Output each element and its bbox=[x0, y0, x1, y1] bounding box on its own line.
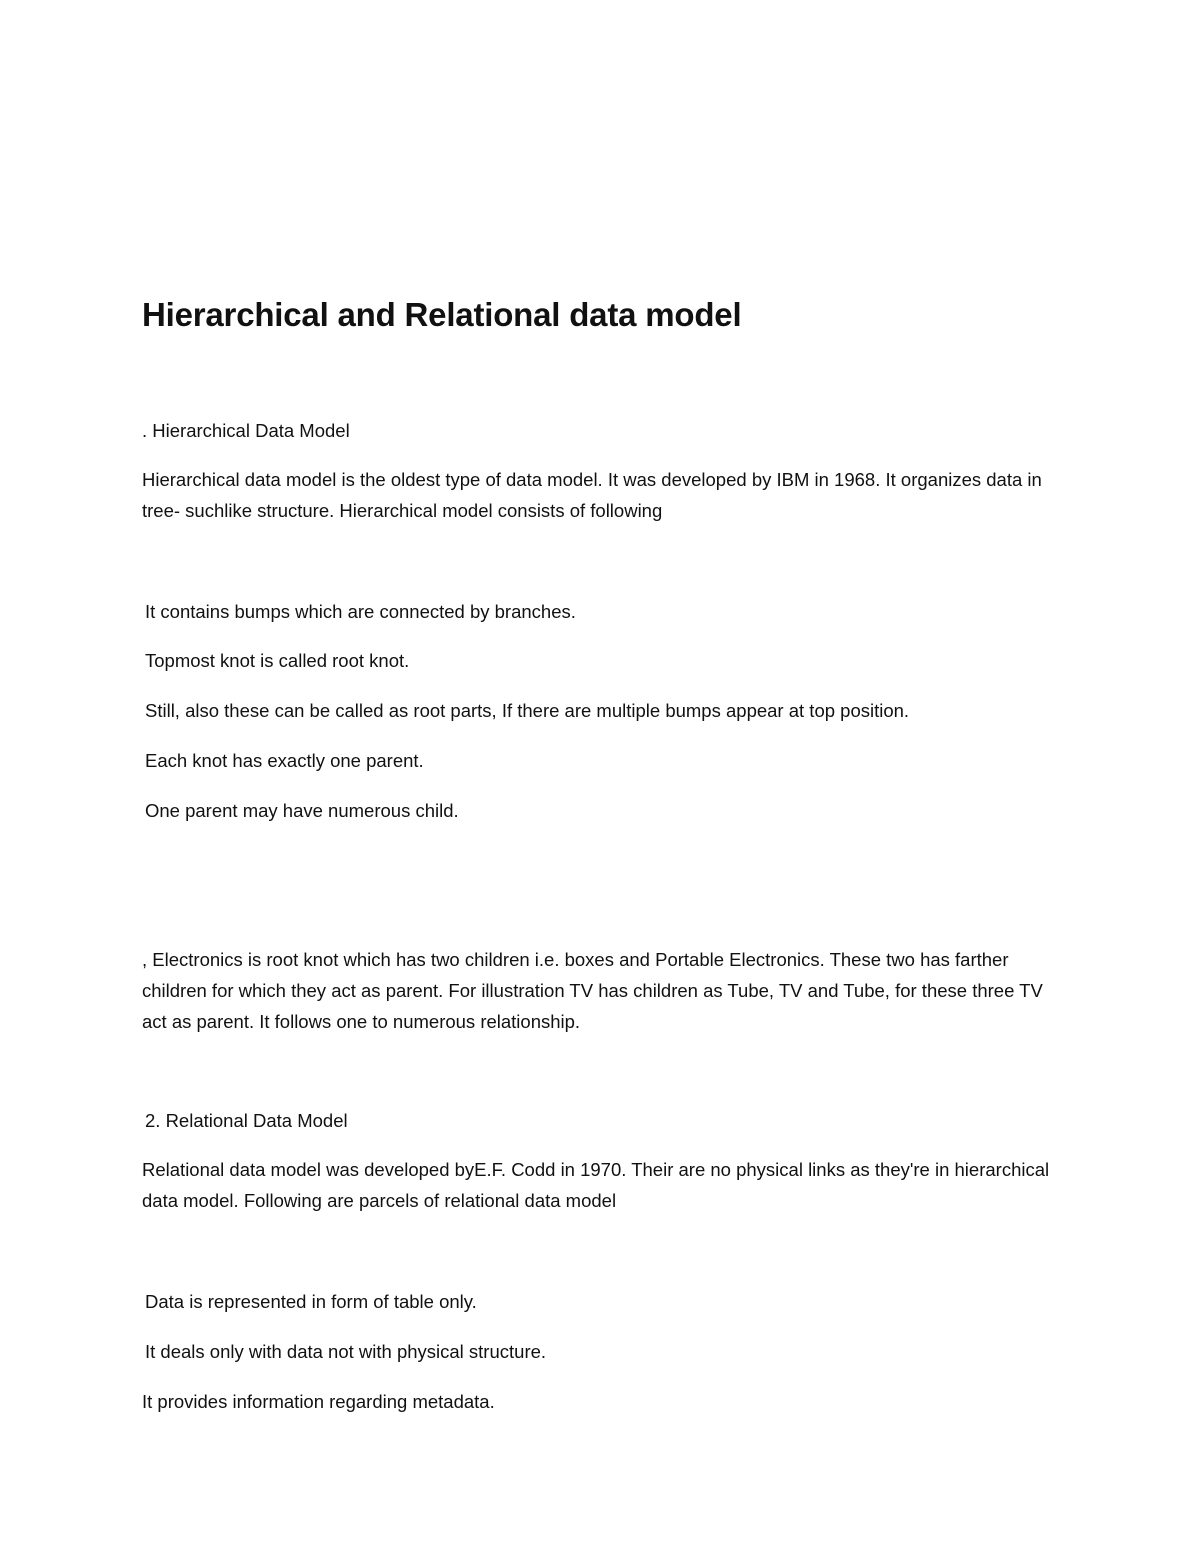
section1-point-1: It contains bumps which are connected by branches. bbox=[145, 601, 576, 622]
section2-point-1: Data is represented in form of table only. bbox=[145, 1291, 477, 1312]
section1-intro: Hierarchical data model is the oldest type of data model. It was developed by IBM in 1968. It organizes data in tree- suchlike structure. Hierarchical model consists of following bbox=[142, 469, 1042, 521]
section2-heading: 2. Relational Data Model bbox=[145, 1110, 348, 1131]
page-title: Hierarchical and Relational data model bbox=[142, 296, 742, 333]
section1-point-2: Topmost knot is called root knot. bbox=[145, 650, 410, 671]
section2-intro: Relational data model was developed byE.F. Codd in 1970. Their are no physical links as they're in hierarchical data model. Following are parcels of relational data model bbox=[142, 1159, 1050, 1211]
section1-point-5: One parent may have numerous child. bbox=[145, 800, 459, 821]
section1-heading: . Hierarchical Data Model bbox=[142, 420, 350, 441]
section2-point-3: It provides information regarding metadata. bbox=[142, 1391, 495, 1412]
section1-point-4: Each knot has exactly one parent. bbox=[145, 750, 424, 771]
section2-point-2: It deals only with data not with physical structure. bbox=[145, 1341, 547, 1362]
section1-point-3: Still, also these can be called as root parts, If there are multiple bumps appear at top position. bbox=[145, 700, 910, 721]
section1-example: , Electronics is root knot which has two children i.e. boxes and Portable Electronics. These two has farther children for which they act as parent. For illustration TV has children as Tube, TV and Tube, for these three TV act as parent. It follows one to numerous relationship. bbox=[142, 949, 1043, 1032]
